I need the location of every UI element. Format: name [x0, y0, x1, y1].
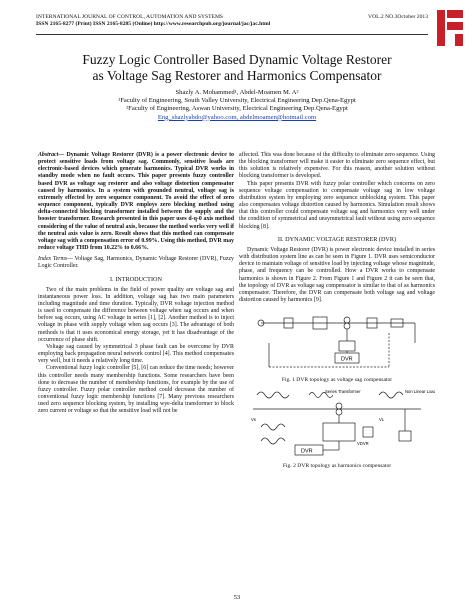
vs-label: Vs: [251, 417, 256, 423]
abstract-text: — Dynamic Voltage Restorer (DVR) is a power electronic device to protect sensitive loads from voltage sag. Commonly, sensitive loads are electronic-based devices which generate harmonics. Typical DVR works in standby mode when no fault occurs. This paper presents fuzzy controller based DVR as voltage sag restorer and also voltage distortion compensator caused by harmonics. In a system with grounded neutral, voltage sag is extremely effected by zero sequence component. To avoid the effect of zero sequence component, typically DVR employs zero blocking method using delta-connected blocking transformer installed between the supply and the booster transformer. Research presented in this paper uses d-q-0 axis method considering of the value of neutral axis, because the method works very well if the neutral axis value is zero. Result shows that this method can compensate voltage sag with a compensation error of 0.99%. Using this method, DVR may reduce voltage THD from 10.22% to 0.66%.: [38, 152, 234, 252]
journal-volume: VOL.2 NO.3October 2013: [368, 14, 428, 20]
figure-2-diagram: [239, 387, 435, 461]
journal-logo: [437, 10, 463, 46]
index-terms: [38, 256, 234, 270]
title-line-2: as Voltage Sag Restorer and Harmonics Compensator: [92, 67, 382, 83]
series-transformer-label: Series Transformer: [325, 389, 361, 395]
header-divider: [36, 34, 428, 35]
page-number: 53: [233, 594, 241, 601]
abstract: [38, 152, 234, 252]
paragraph: affected. This was done because of the difficulty to eliminate zero sequence. Using the blocking transformer will make it easier to eliminate zero sequence effect, but this solution is relatively expensive. For this reason, another solution without blocking transformer is developed.: [239, 152, 435, 180]
figure-1-caption: Fig. 1 DVR topology as voltage sag compensator: [281, 377, 393, 384]
figure-1-diagram: [239, 309, 435, 375]
paper-title: [50, 52, 424, 83]
paragraph: Dynamic Voltage Restorer (DVR) is power electronic device installed in series with distribution system line as can be seen in Figure 1. DVR uses semiconductor device to maintain voltage of sensitive load by injecting voltage whose magnitude, phase, and frequency can be controlled. How a DVR works to compensate harmonics is shown in Figure 2. From Figure 1 and Figure 2 it can be seen that, the topology of DVR as voltage sag compensator is similar to that of as harmonics compensator. Therefore, the DVR can compensate both voltage sag and voltage distortion caused by harmonics [9].: [239, 246, 435, 303]
paragraph: Two of the main problems in the field of power quality are voltage sag and instantaneous power loss. In addition, voltage sag has two main parameters including magnitude and time duration. Typically, DVR voltage injection method is used to compensate the difference between voltage when sag occurs and when before sag occurs, using AC voltage in series [1], [2]. Another method is to inject voltage in phase with supply voltage when sag occurs [3]. The advantage of both methods is that it uses economical energy storage, yet it has disadvantage of the occurrence of phase shift.: [38, 286, 234, 343]
figure-1-dvr-label: DVR: [341, 356, 353, 363]
affiliation-2: ²Faculty of Engineering, Aswan University, Electrical Engineering Dep.Qena-Egypt: [126, 105, 348, 113]
index-terms-label: Index Terms: [38, 256, 68, 263]
abstract-label: Abstract: [38, 152, 59, 158]
journal-name: INTERNATIONAL JOURNAL OF CONTROL, AUTOMATION AND SYSTEMS: [36, 14, 224, 20]
figure-2-dvr-harmonics-topology: [239, 387, 435, 461]
vl-label: VL: [379, 417, 385, 423]
right-column: [239, 152, 435, 473]
section-heading-introduction: I. INTRODUCTION: [110, 275, 162, 283]
journal-header: [36, 14, 428, 28]
author-block: [50, 89, 424, 122]
author-emails[interactable]: Eng_shazlyabdo@yahoo.com, abdelmoamen@hotmail.com: [157, 113, 317, 121]
paragraph: Voltage sag caused by symmetrical 3 phase fault can be overcome by DVR employing back propagation neural network control [4]. This method compensates very well, but it needs a relatively long time.: [38, 343, 234, 365]
figure-2-dvr-label: DVR: [301, 448, 313, 455]
journal-issn: ISSN 2165-8277 (Print) ISSN 2165-8285 (Online) http://www.researchpub.org/journal/jac/jac.html: [36, 21, 271, 27]
index-terms-text: — Voltage Sag, Harmonics, Dynamic Voltage Restorer (DVR), Fuzzy Logic Controller.: [38, 256, 235, 270]
paragraph: Conventional fuzzy logic controller [5], [6] can reduce the time needs; however this controller needs many membership functions. Some researchers have been done to decrease the number of membership functions, for example by the use of fuzzy controller. Fuzzy polar controller method could decrease the number of conventional fuzzy logic membership functions [7]. Many previous researchers used zero sequence blocking system, by installing wye-delta transformer to block zero current or voltage so that the sensitive load will not be: [38, 365, 234, 415]
figure-2-caption: Fig. 2 DVR topology as harmonics compensator: [282, 463, 392, 470]
author-names: Shazly A. Mohammed¹, Abdel-Moamen M. A²: [175, 89, 299, 96]
affiliation-1: ¹Faculty of Engineering, South Valley University, Electrical Engineering Dep.Qena-Egypt: [118, 97, 356, 105]
title-line-1: Fuzzy Logic Controller Based Dynamic Voltage Restorer: [82, 52, 392, 67]
left-column: [38, 152, 234, 415]
section-heading-dvr: II. DYNAMIC VOLTAGE RESTORER (DVR): [277, 235, 397, 243]
figure-1-dvr-sag-topology: [239, 309, 435, 375]
paragraph: This paper presents DVR with fuzzy polar controller which concerns on zero sequence voltage compensation to compensate voltage sag in low voltage distribution system by employing zero sequence unblocking system. This paper also compensates voltage distortion caused by harmonics. Simulation result shows that this controller could compensate voltage sag and harmonics very well under the condition of symmetrical and unsymmetrical fault without using zero sequence blocking [8].: [239, 180, 435, 230]
nonlinear-load-label: Non Linear Load: [405, 389, 435, 395]
vdvr-label: VDVR: [357, 441, 369, 447]
